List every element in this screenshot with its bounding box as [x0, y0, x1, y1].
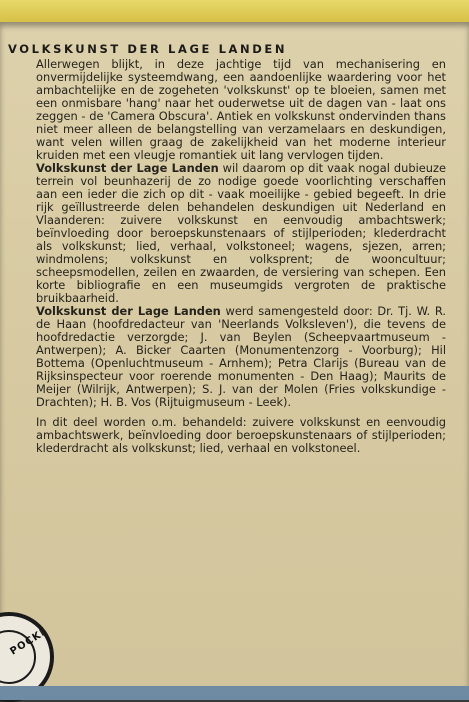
purpose-paragraph: [36, 162, 446, 305]
volume-contents-paragraph: In dit deel worden o.m. behandeld: zuivere volkskunst en eenvoudig ambachtswerk, beïnvloeding door beroepskunstenaars of stijlperioden; klederdracht als volkskunst; lied, verhaal en volkstoneel.: [36, 415, 446, 455]
seal-lettering: POCKE: [8, 625, 51, 658]
page-heading: VOLKSKUNST DER LAGE LANDEN: [8, 42, 288, 56]
text-body: [36, 58, 446, 455]
contributors-paragraph: [36, 305, 446, 409]
contributors-title: Volkskunst der Lage Landen: [36, 304, 221, 318]
bottom-band: [0, 686, 469, 700]
contributors-text: werd samengesteld door: Dr. Tj. W. R. de Haan (hoofdredacteur van 'Neerlands Volksleven'), die tevens de hoofdredactie verzorgde; J. van Beylen (Scheepvaartmuseum - Antwerpen); A. Bicker Caarten (Monumentenzorg - Voorburg); Hil Bottema (Openluchtmuseum - Arnhem); Petra Clarijs (Bureau van de Rijksinspecteur voor roerende monumenten - Den Haag); Maurits de Meijer (Wilrijk, Antwerpen); S. J. van der Molen (Fries volkskundige - Drachten); H. B. Vos (Rijtuigmuseum - Leek).: [36, 304, 446, 409]
intro-paragraph: Allerwegen blijkt, in deze jachtige tijd van mechanisering en onvermijdelijke systeemdwang, een aandoenlijke waardering voor het ambachtelijke en de zogeheten 'volkskunst' op te bloeien, samen met een onmisbare 'hang' naar het ouderwetse uit de dagen van - laat ons zeggen - de 'Camera Obscura'. Antiek en volkskunst ondervinden thans niet meer alleen de belangstelling van verzamelaars en deskundigen, want velen willen graag de zakelijkheid van het moderne interieur kruiden met een vleugje romantiek uit lang vervlogen tijden.: [36, 57, 446, 162]
purpose-title: Volkskunst der Lage Landen: [36, 161, 219, 175]
purpose-text: wil daarom op dit vaak nogal dubieuze terrein vol beunhazerij de zo nodige goede voorlichting verschaffen aan een ieder die zich op dit - vaak moeilijke - gebied begeeft. In drie rijk geïllustreerde delen behandelen deskundigen uit Nederland en Vlaanderen: zuivere volkskunst en eenvoudig ambachtswerk; beïnvloeding door beroepskunstenaars of stijlperioden; klederdracht als volkskunst; lied, verhaal, volkstoneel; wagens, sjezen, arren; windmolens; volkskunst en volksprent; de wooncultuur; scheepsmodellen, zeilen en zwaarden, de versiering van schepen. Een korte bibliografie en een museumgids vergroten de praktische bruikbaarheid.: [36, 161, 446, 305]
